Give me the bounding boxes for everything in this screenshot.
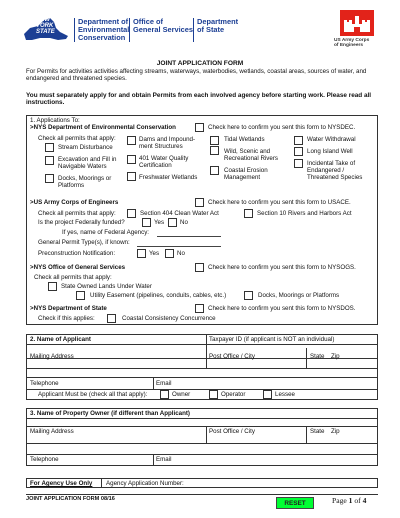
nysdos-title: >NYS Department of State [30, 305, 107, 312]
usace-castle-icon [340, 10, 374, 36]
docks-moorings-checkbox[interactable] [45, 174, 54, 183]
freshwater-wetlands-label: Freshwater Wetlands [139, 174, 198, 181]
owner-label: Owner [172, 391, 191, 398]
owner-name-input[interactable] [27, 419, 377, 426]
water-withdrawal-checkbox[interactable] [294, 136, 303, 145]
utility-easement-checkbox[interactable] [76, 291, 85, 300]
page-prefix: Page [332, 496, 347, 505]
long-island-well-label: Long Island Well [307, 148, 353, 155]
usace-line1: US Army Corps [334, 38, 370, 43]
nysdec-title: >NYS Department of Environmental Conservation [30, 124, 176, 131]
fed-funded-no-checkbox[interactable] [168, 218, 177, 227]
own-post-office-label: Post Office / City [209, 428, 255, 435]
incidental-take-checkbox[interactable] [294, 159, 303, 168]
ny-logo-line2: YORK [36, 23, 54, 30]
own-zip-label: Zip [331, 428, 340, 435]
page-of: of [354, 496, 361, 505]
usace-line2: of Engineers [334, 43, 364, 49]
preconstruction-no-checkbox[interactable] [165, 249, 174, 258]
section404-checkbox[interactable] [127, 209, 136, 218]
coastal-consistency-checkbox[interactable] [107, 314, 116, 323]
app-telephone-label: Telephone [30, 380, 59, 387]
agency-ogs [133, 18, 193, 34]
ny-state-logo [20, 14, 72, 44]
water-quality-label: 401 Water Quality Certification [139, 155, 189, 169]
footer-form-id: JOINT APPLICATION FORM 08/16 [26, 496, 115, 502]
agency-dos-line1: Department [197, 17, 239, 26]
water-withdrawal-label: Water Withdrawal [307, 136, 356, 143]
preconstruction-label: Preconstruction Notification: [38, 250, 116, 257]
dams-checkbox[interactable] [127, 136, 136, 145]
stream-disturbance-label: Stream Disturbance [58, 144, 113, 151]
form-intro: For Permits for activities activities affecting streams, waterways, waterbodies, wetlands, coastal areas, sources of water, and endangered and threatened species. [26, 68, 367, 82]
nysdec-confirm-checkbox[interactable] [195, 123, 204, 132]
taxpayer-label: Taxpayer ID (if applicant is NOT an individual) [209, 336, 335, 343]
fed-funded-label: Is the project Federally funded? [38, 219, 125, 226]
excavation-fill-label: Excavation and Fill in Navigable Waters [58, 156, 117, 170]
agency-use-label: For Agency Use Only [30, 480, 93, 487]
own-mailing-label: Mailing Address [30, 428, 74, 435]
preconstruction-yes-checkbox[interactable] [137, 249, 146, 258]
fed-agency-label: If yes, name of Federal Agency: [62, 229, 150, 236]
usace-confirm-checkbox[interactable] [195, 198, 204, 207]
section3-heading: 3. Name of Property Owner (if different than Applicant) [30, 410, 190, 417]
coastal-erosion-checkbox[interactable] [210, 166, 219, 175]
owner-checkbox[interactable] [160, 390, 169, 399]
fed-agency-input[interactable] [157, 236, 221, 237]
page-number: 1 [348, 496, 353, 505]
ogs-docks-label: Docks, Moorings or Platforms [258, 292, 340, 299]
app-email-label: Email [156, 380, 172, 387]
usace-check-all: Check all permits that apply: [38, 210, 116, 217]
usace-logo [340, 10, 374, 36]
operator-checkbox[interactable] [209, 390, 218, 399]
permit-types-label: General Permit Type(s), if known: [38, 239, 130, 246]
nysogs-confirm-label: Check here to confirm you sent this form to NYSOGS. [208, 264, 356, 271]
own-telephone-label: Telephone [30, 456, 59, 463]
agency-dos [197, 18, 238, 34]
preconstruction-no-label: No [177, 250, 185, 257]
agency-dec [78, 18, 129, 42]
section404-label: Section 404 Clean Water Act [140, 210, 219, 217]
nysdos-confirm-checkbox[interactable] [195, 304, 204, 313]
app-mailing-input[interactable] [27, 360, 205, 368]
app-post-office-label: Post Office / City [209, 353, 255, 360]
wild-scenic-checkbox[interactable] [210, 146, 219, 155]
section2-heading: 2. Name of Applicant [30, 336, 91, 343]
agency-ogs-line2: General Services [133, 25, 193, 34]
own-email-label: Email [156, 456, 172, 463]
operator-label: Operator [221, 391, 246, 398]
docks-moorings-label: Docks, Moorings or Platforms [58, 175, 112, 189]
agency-app-number-label: Agency Application Number: [106, 480, 184, 487]
agency-app-number-input[interactable] [192, 479, 377, 487]
state-owned-lands-label: State Owned Lands Under Water [61, 283, 152, 290]
lessee-checkbox[interactable] [263, 390, 272, 399]
freshwater-wetlands-checkbox[interactable] [127, 172, 136, 181]
ny-logo-line1: NEW [36, 17, 50, 23]
app-city-input[interactable] [207, 360, 305, 368]
agency-dos-line2: of State [197, 25, 225, 34]
agency-ogs-line1: Office of [133, 17, 163, 26]
own-state-label: State [310, 428, 325, 435]
preconstruction-yes-label: Yes [149, 250, 160, 257]
fed-funded-no-label: No [180, 219, 188, 226]
nysdos-check-if: Check if this applies: [38, 315, 95, 322]
coastal-erosion-label: Coastal Erosion Management [224, 167, 268, 181]
agency-dec-line3: Conservation [78, 33, 126, 42]
own-state-zip-input[interactable] [307, 435, 377, 443]
agency-dec-line2: Environmental [78, 25, 130, 34]
usace-title: >US Army Corps of Engineers [30, 199, 119, 206]
applicant-must-label: Applicant Must be (check all that apply): [38, 391, 148, 398]
agency-dec-line1: Department of [78, 17, 129, 26]
lessee-label: Lessee [275, 391, 295, 398]
stream-disturbance-checkbox[interactable] [45, 143, 54, 152]
nysogs-check-all: Check all permits that apply: [34, 274, 112, 281]
fed-funded-yes-label: Yes [154, 219, 165, 226]
form-title: JOINT APPLICATION FORM [156, 60, 244, 67]
app-state-label: State [310, 353, 325, 360]
section10-checkbox[interactable] [244, 209, 253, 218]
tidal-wetlands-label: Tidal Wetlands [224, 136, 265, 143]
app-mailing-label: Mailing Address [30, 353, 74, 360]
section10-label: Section 10 Rivers and Harbors Act [257, 210, 352, 217]
wild-scenic-label: Wild, Scenic and Recreational Rivers [224, 148, 278, 162]
ogs-docks-checkbox[interactable] [244, 291, 253, 300]
usace-confirm-label: Check here to confirm you sent this form to USACE. [208, 199, 351, 206]
dams-label: Dams and Impound-ment Structures [139, 136, 196, 150]
app-zip-label: Zip [331, 353, 340, 360]
page-indicator [332, 496, 366, 505]
nysdec-confirm-label: Check here to confirm you sent this form to NYSDEC. [208, 124, 356, 131]
nysogs-title: >NYS Office of General Services [30, 264, 126, 271]
app-state-zip-input[interactable] [307, 360, 377, 368]
coastal-consistency-label: Coastal Consistency Concurrence [122, 315, 216, 322]
fed-funded-yes-checkbox[interactable] [142, 218, 151, 227]
incidental-take-label: Incidental Take of Endangered / Threatened Species [307, 160, 363, 181]
tidal-wetlands-checkbox[interactable] [210, 136, 219, 145]
reset-button[interactable]: RESET [276, 497, 314, 509]
section1-heading: 1. Applications To: [30, 117, 80, 124]
page-total: 4 [362, 496, 367, 505]
long-island-well-checkbox[interactable] [294, 147, 303, 156]
ny-logo-line3: STATE [36, 29, 55, 36]
water-quality-checkbox[interactable] [127, 155, 136, 164]
nysdec-check-all: Check all permits that apply: [38, 135, 116, 142]
nysogs-confirm-checkbox[interactable] [195, 263, 204, 272]
permit-types-input[interactable] [137, 246, 221, 247]
usace-text [334, 38, 369, 48]
state-owned-lands-checkbox[interactable] [48, 282, 57, 291]
own-city-input[interactable] [207, 435, 305, 443]
form-notice: You must separately apply for and obtain Permits from each involved agency before starting work. Please read all instructions. [26, 92, 372, 106]
own-mailing-input[interactable] [27, 435, 205, 443]
utility-easement-label: Utility Easement (pipelines, conduits, cables, etc.) [90, 292, 227, 299]
nysdos-confirm-label: Check here to confirm you sent this form to NYSDOS. [208, 305, 356, 312]
ny-logo-text [36, 17, 55, 36]
excavation-fill-checkbox[interactable] [45, 156, 54, 165]
